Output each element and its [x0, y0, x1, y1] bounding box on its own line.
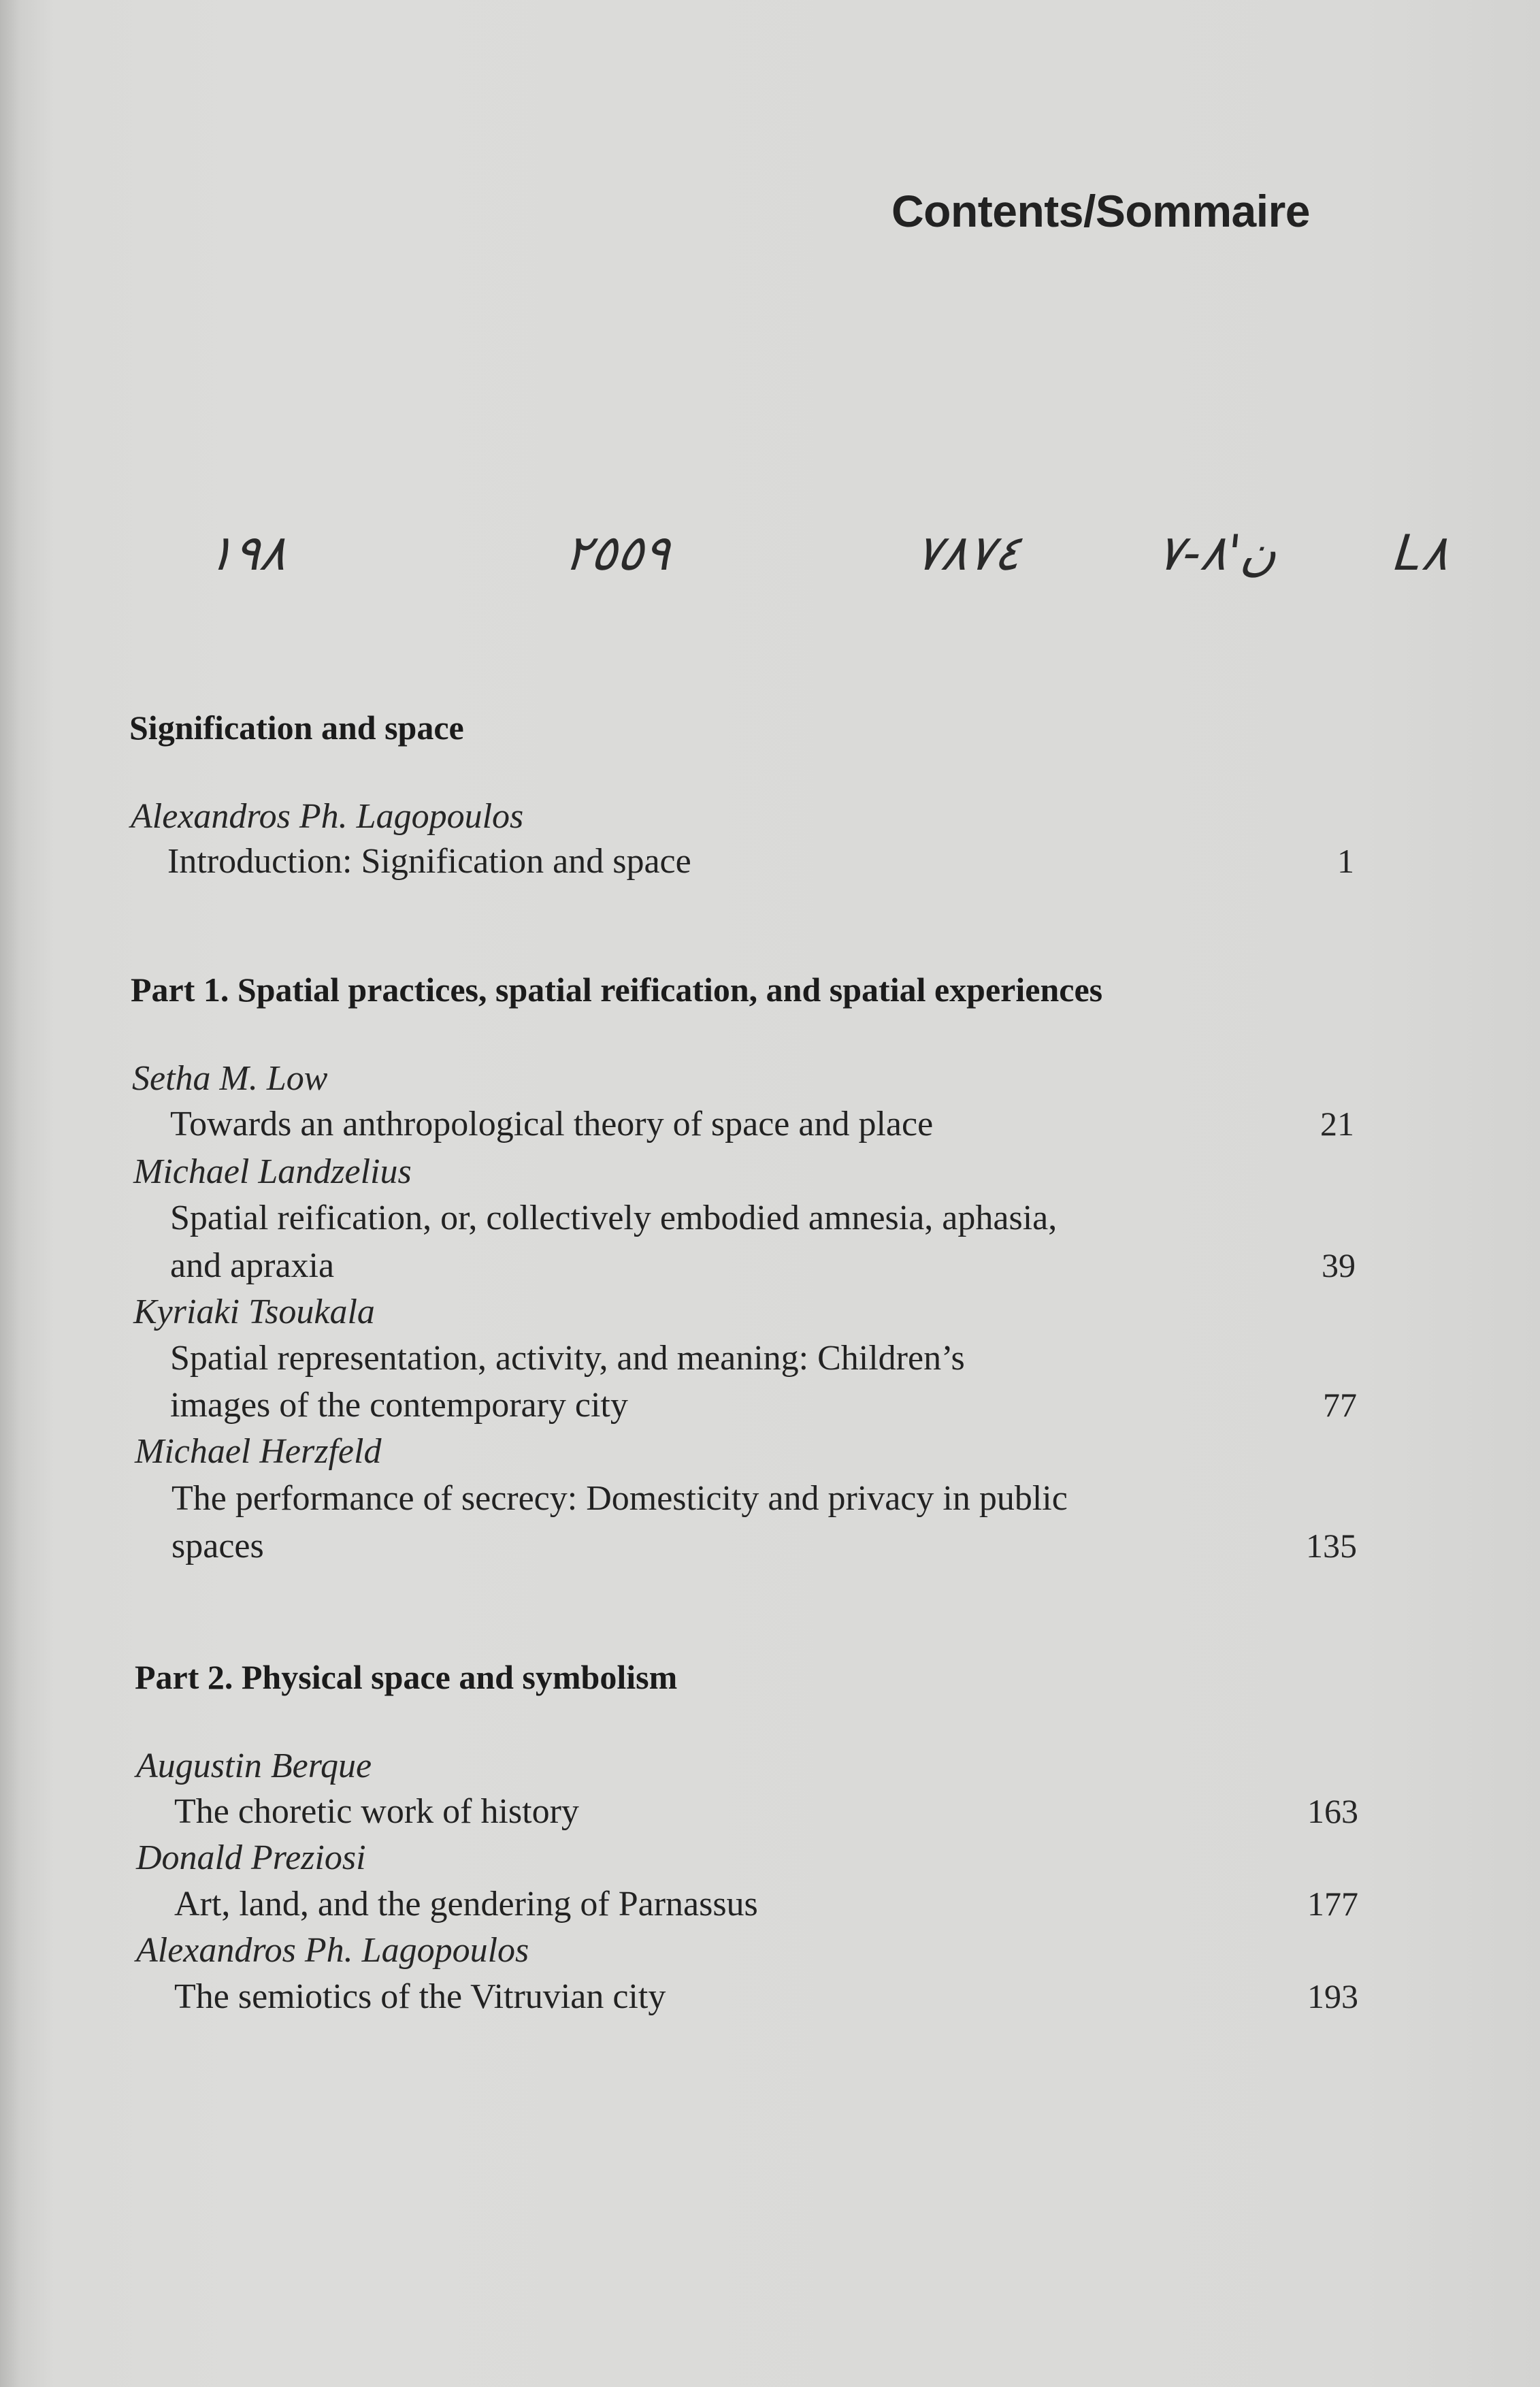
entry-title: Spatial reification, or, collectively embodied amnesia, aphasia, [170, 1199, 1058, 1237]
entry-title: Towards an anthropological theory of space and place [170, 1105, 934, 1143]
entry-title: Art, land, and the gendering of Parnassus [174, 1885, 758, 1923]
entry-author: Alexandros Ph. Lagopoulos [131, 797, 524, 836]
entry-author: Setha M. Low [132, 1059, 328, 1098]
handwritten-mark: ٧٨٧٤ [912, 524, 1024, 581]
entry-title: spaces [171, 1527, 264, 1565]
handwritten-mark: ن'٨-٧ [1153, 524, 1280, 581]
entry-author: Donald Preziosi [136, 1838, 366, 1877]
entry-page-number: 163 [1307, 1792, 1358, 1830]
page-title: Contents/Sommaire [891, 186, 1310, 236]
entry-page-number: 77 [1323, 1386, 1357, 1424]
entry-author: Augustin Berque [136, 1747, 372, 1785]
entry-page-number: 177 [1307, 1885, 1358, 1923]
entry-title: images of the contemporary city [170, 1386, 628, 1425]
entry-title: Introduction: Signification and space [167, 842, 691, 881]
entry-title: and apraxia [170, 1246, 335, 1285]
entry-author: Michael Herzfeld [135, 1432, 382, 1471]
section-heading: Signification and space [129, 709, 464, 747]
entry-author: Alexandros Ph. Lagopoulos [136, 1931, 529, 1970]
entry-title: Spatial representation, activity, and meaning: Children’s [170, 1339, 965, 1378]
section-heading: Part 1. Spatial practices, spatial reification, and spatial experiences [131, 971, 1103, 1009]
handwritten-mark: ٢٥٥٩ [561, 524, 674, 581]
section-heading: Part 2. Physical space and symbolism [135, 1658, 678, 1696]
entry-title: The semiotics of the Vitruvian city [174, 1977, 666, 2016]
entry-page-number: 21 [1320, 1105, 1354, 1143]
entry-author: Michael Landzelius [133, 1152, 412, 1191]
entry-page-number: 39 [1322, 1246, 1356, 1284]
handwritten-mark: ١٩٨ [204, 524, 290, 581]
entry-page-number: 135 [1306, 1527, 1357, 1565]
entry-title: The performance of secrecy: Domesticity and privacy in public [171, 1479, 1068, 1518]
entry-page-number: 1 [1337, 842, 1354, 880]
entry-page-number: 193 [1307, 1977, 1358, 2015]
handwritten-mark: L٨ [1392, 524, 1452, 581]
entry-author: Kyriaki Tsoukala [133, 1293, 375, 1331]
entry-title: The choretic work of history [174, 1792, 579, 1831]
